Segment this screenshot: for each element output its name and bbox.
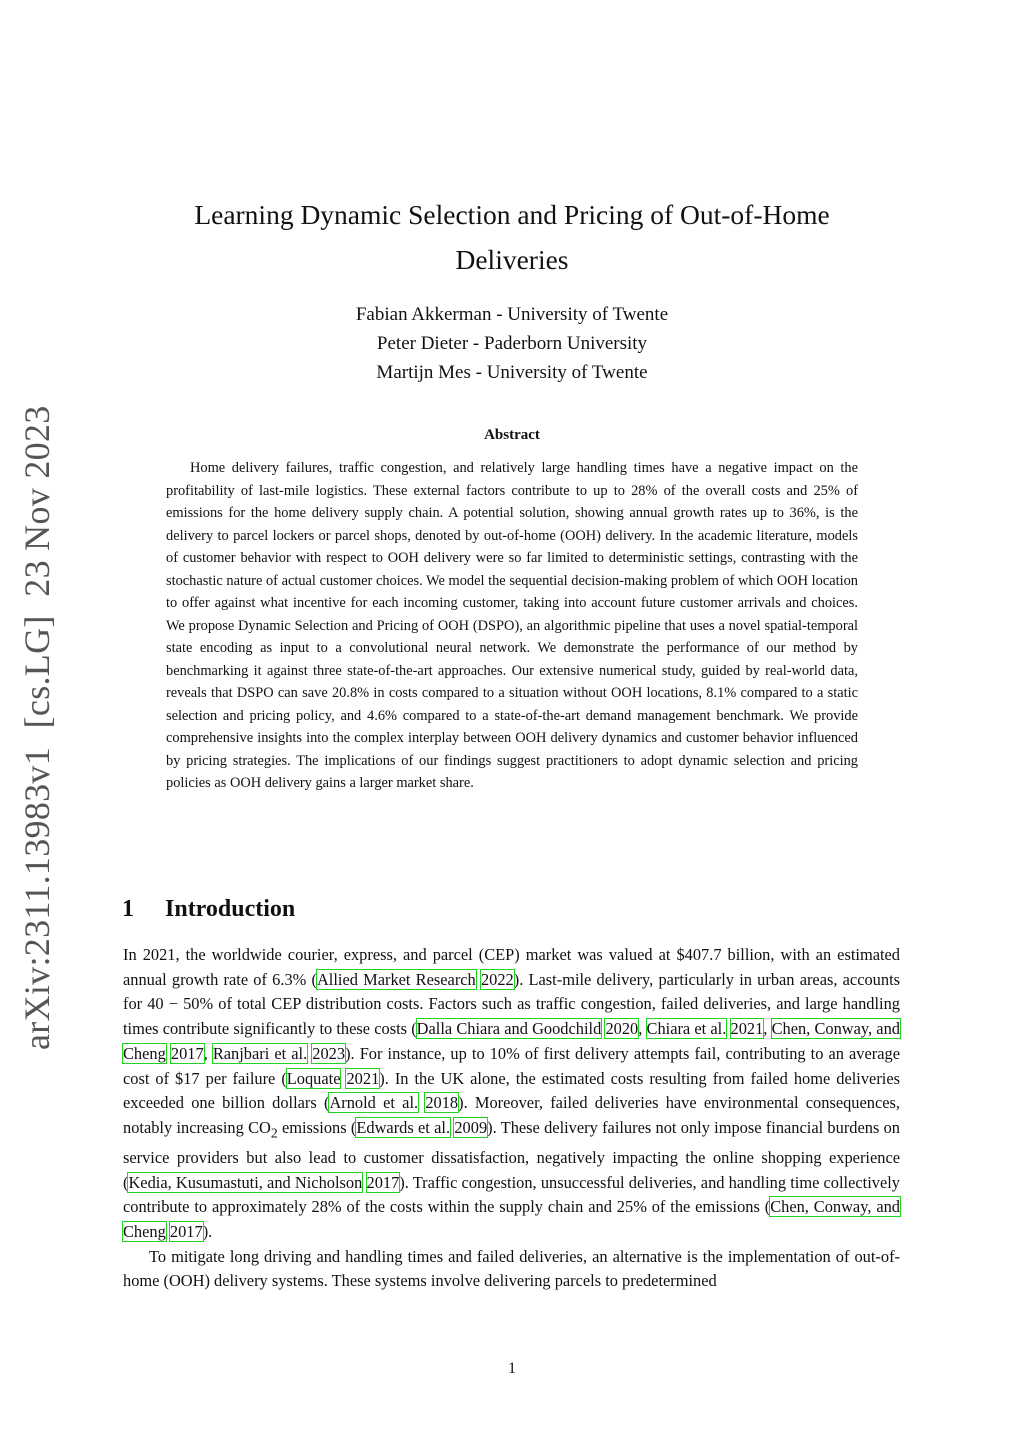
citation-year-link[interactable]: 2023 xyxy=(312,1043,346,1063)
author-list xyxy=(200,300,824,387)
title-line-1: Learning Dynamic Selection and Pricing of Out-of-Home xyxy=(194,199,830,230)
citation-link[interactable]: Dalla Chiara and Goodchild xyxy=(416,1019,602,1039)
paper-title xyxy=(150,192,874,282)
text-run: ). Traffic congestion, unsuccessful deliveries, and handling time collectively contribute to approximately 28% of the costs within the supply chain and 25% of the emissions ( xyxy=(123,1172,900,1217)
section-number: 1 xyxy=(122,896,134,922)
citation-link[interactable]: Allied Market Research xyxy=(316,969,476,989)
citation-year-link[interactable]: 2021 xyxy=(730,1019,764,1039)
citation-link[interactable]: Chen, Conway, and Cheng xyxy=(123,1197,900,1242)
section-title: Introduction xyxy=(165,896,296,922)
text-run: ). In the UK alone, the estimated costs resulting from failed home deliveries exceeded one billion dollars ( xyxy=(123,1068,900,1113)
citation-year-link[interactable]: 2017 xyxy=(170,1043,204,1063)
paragraph-1 xyxy=(123,943,900,1245)
text-run: ). Moreover, failed deliveries have environmental consequences, notably increasing CO xyxy=(123,1093,900,1137)
citation-link[interactable]: Arnold et al. xyxy=(329,1093,419,1113)
text-run: ). These delivery failures not only impose financial burdens on service providers but also lead to customer dissatisfaction, negatively impacting the online shopping experience ( xyxy=(123,1117,900,1192)
author-2: Peter Dieter - Paderborn University xyxy=(376,333,648,354)
abstract-heading: Abstract xyxy=(484,427,540,443)
citation-year-link[interactable]: 2017 xyxy=(366,1172,400,1192)
citation-link[interactable]: Kedia, Kusumastuti, and Nicholson xyxy=(128,1172,363,1192)
arxiv-stamp: arXiv:2311.13983v1 [cs.LG] 23 Nov 2023 xyxy=(17,405,57,1050)
text-run: ). For instance, up to 10% of first delivery attempts fail, contributing to an average cost of $17 per failure ( xyxy=(123,1043,900,1088)
text-run: , xyxy=(638,1019,647,1039)
author-3: Martijn Mes - University of Twente xyxy=(376,362,648,383)
author-1: Fabian Akkerman - University of Twente xyxy=(355,304,669,325)
citation-year-link[interactable]: 2017 xyxy=(169,1222,203,1242)
citation-link[interactable]: Chen, Conway, and Cheng xyxy=(123,1019,900,1063)
citation-year-link[interactable]: 2018 xyxy=(425,1093,459,1113)
citation-link[interactable]: Edwards et al. xyxy=(356,1117,451,1137)
text-run: emissions ( xyxy=(277,1117,357,1137)
text-run: ). Last-mile delivery, particularly in urban areas, accounts for 40 − 50% of total CEP distribution costs. Factors such as traffic congestion, failed deliveries, and large handling times contribute significantly to these costs ( xyxy=(123,969,900,1039)
citation-link[interactable]: Chiara et al. xyxy=(646,1019,727,1039)
text-run: , xyxy=(763,1019,772,1039)
citation-year-link[interactable]: 2021 xyxy=(346,1068,380,1088)
page-number: 1 xyxy=(508,1360,516,1377)
text-run: In 2021, the worldwide courier, express, and parcel (CEP) market was valued at $407.7 billion, with an estimated annual growth rate of 6.3% ( xyxy=(123,945,900,989)
citation-link[interactable]: Ranjbari et al. xyxy=(212,1043,308,1063)
citation-year-link[interactable]: 2020 xyxy=(605,1019,639,1039)
text-run: ). xyxy=(202,1222,213,1242)
title-line-2: Deliveries xyxy=(455,244,569,275)
body-text xyxy=(123,943,900,1294)
citation-year-link[interactable]: 2009 xyxy=(454,1117,488,1137)
paragraph-2: To mitigate long driving and handling times and failed deliveries, an alternative is the implementation of out-of-home (OOH) delivery systems. These systems involve delivering parcels to predetermined xyxy=(123,1246,900,1291)
abstract-text: Home delivery failures, traffic congestion, and relatively large handling times have a negative impact on the profitability of last-mile logistics. These external factors contribute to up to 28% of the overall costs and 25% of emissions for the home delivery supply chain. A potential solution, showing annual growth rates up to 36%, is the delivery to parcel lockers or parcel shops, denoted by out-of-home (OOH) delivery. In the academic literature, models of customer behavior with respect to OOH delivery were so far limited to deterministic settings, contrasting with the stochastic nature of actual customer choices. We model the sequential decision-making problem of which OOH location to offer against what incentive for each incoming customer, taking into account future customer arrivals and choices. We propose Dynamic Selection and Pricing of OOH (DSPO), an algorithmic pipeline that uses a novel spatial-temporal state encoding as input to a convolutional neural network. We demonstrate the performance of our method by benchmarking it against three state-of-the-art approaches. Our extensive numerical study, guided by real-world data, reveals that DSPO can save 20.8% in costs compared to a situation without OOH locations, 8.1% compared to a static selection and pricing policy, and 4.6% compared to a state-of-the-art demand management benchmark. We provide comprehensive insights into the complex interplay between OOH delivery dynamics and customer behavior influenced by pricing strategies. The implications of our findings suggest practitioners to adopt dynamic selection and pricing policies as OOH delivery gains a larger market share. xyxy=(166,460,858,791)
subscript: 2 xyxy=(270,1125,278,1141)
citation-year-link[interactable]: 2022 xyxy=(480,969,514,989)
citation-link[interactable]: Loquate xyxy=(286,1068,341,1088)
text-run: , xyxy=(203,1043,213,1063)
section-heading xyxy=(122,896,295,923)
